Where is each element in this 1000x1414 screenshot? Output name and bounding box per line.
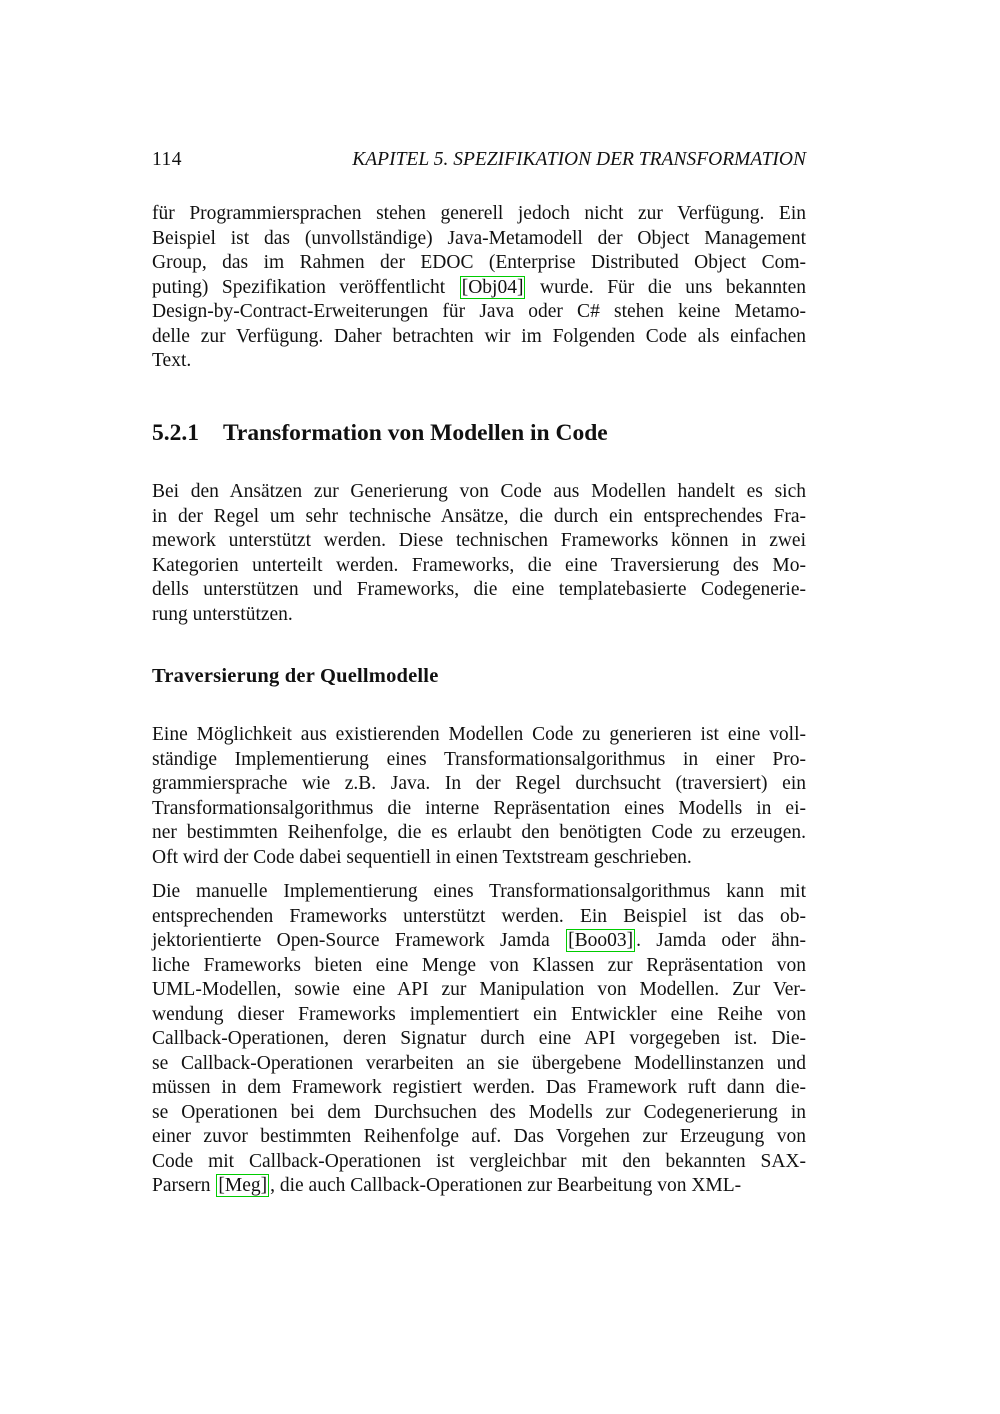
text-line: Callback-Operationen, deren Signatur durch eine API vorgegeben ist. Die-: [152, 1028, 806, 1049]
text-line: puting) Spezifikation veröffentlicht [Obj04] wurde. Für die uns bekannten: [152, 276, 806, 298]
subsection-title: Traversierung der Quellmodelle: [152, 665, 439, 687]
text-line: Bei den Ansätzen zur Generierung von Code aus Modellen handelt es sich: [152, 481, 806, 502]
text-line: Parsern [Meg] , die auch Callback-Operationen zur Bearbeitung von XML-: [152, 1175, 742, 1196]
citation-link-boo03[interactable]: [Boo03]: [568, 930, 634, 951]
text-line: Kategorien unterteilt werden. Frameworks, die eine Traversierung des Mo-: [152, 554, 806, 576]
text-line: Design-by-Contract-Erweiterungen für Java oder C# stehen keine Metamo-: [152, 301, 806, 322]
text-line: müssen in dem Framework registiert werden. Das Framework ruft dann die-: [152, 1077, 806, 1098]
text-line: Text.: [152, 350, 192, 371]
text-line: ständige Implementierung eines Transformationsalgorithmus in einer Pro-: [152, 748, 806, 770]
section-title: Transformation von Modellen in Code: [223, 420, 608, 446]
text-line: entsprechenden Frameworks unterstützt werden. Ein Beispiel ist das ob-: [152, 905, 806, 927]
text-line: dells unterstützen und Frameworks, die eine templatebasierte Codegenerie-: [152, 579, 806, 600]
chapter-running-title: KAPITEL 5. SPEZIFIKATION DER TRANSFORMATION: [352, 149, 806, 170]
text-line: se Operationen bei dem Durchsuchen des Modells zur Codegenerierung in: [152, 1101, 806, 1123]
paragraph: [152, 880, 806, 1199]
text-line: se Callback-Operationen verarbeiten an sie übergebene Modellinstanzen und: [152, 1052, 806, 1074]
text-line: ner bestimmten Reihenfolge, die es erlaubt den benötigten Code zu erzeugen.: [152, 822, 806, 843]
text-line: Group, das im Rahmen der EDOC (Enterprise Distributed Object Com-: [152, 252, 806, 273]
text-line: einer zuvor bestimmten Reihenfolge auf. Das Vorgehen zur Erzeugung von: [152, 1126, 806, 1147]
text-line: rung unterstützen.: [152, 603, 293, 625]
section-heading: [152, 419, 806, 447]
paragraph: [152, 480, 806, 627]
text-line: liche Frameworks bieten eine Menge von Klassen zur Repräsentation von: [152, 954, 806, 976]
citation-link-meg[interactable]: [Meg]: [218, 1175, 268, 1196]
running-header: [152, 148, 806, 172]
page-number: 114: [152, 149, 183, 170]
text-line: Die manuelle Implementierung eines Transformationsalgorithmus kann mit: [152, 881, 806, 902]
text-line: Transformationsalgorithmus die interne Repräsentation eines Modells in ei-: [152, 797, 806, 819]
text-line: Oft wird der Code dabei sequentiell in einen Textstream geschrieben.: [152, 846, 692, 868]
text-line: wendung dieser Frameworks implementiert ein Entwickler eine Reihe von: [152, 1003, 806, 1025]
text-line: Beispiel ist das (unvollständige) Java-Metamodell der Object Management: [152, 227, 806, 249]
text-line: grammiersprache wie z.B. Java. In der Regel durchsucht (traversiert) ein: [152, 773, 806, 794]
paragraph: [152, 202, 806, 374]
citation-link-obj04[interactable]: [Obj04]: [461, 276, 524, 298]
text-line: delle zur Verfügung. Daher betrachten wir im Folgenden Code als einfachen: [152, 325, 806, 347]
text-line: in der Regel um sehr technische Ansätze, die durch ein entsprechendes Fra-: [152, 505, 806, 527]
text-line: Eine Möglichkeit aus existierenden Modellen Code zu generieren ist eine voll-: [152, 724, 806, 745]
section-number: 5.2.1: [152, 420, 199, 446]
text-line: Code mit Callback-Operationen ist vergleichbar mit den bekannten SAX-: [152, 1150, 806, 1172]
text-line: für Programmiersprachen stehen generell jedoch nicht zur Verfügung. Ein: [152, 203, 806, 224]
paragraph: [152, 723, 806, 870]
text-line: jektorientierte Open-Source Framework Jamda [Boo03] . Jamda oder ähn-: [152, 930, 806, 951]
text-line: mework unterstützt werden. Diese technischen Frameworks können in zwei: [152, 530, 806, 551]
text-line: UML-Modellen, sowie eine API zur Manipulation von Modellen. Zur Ver-: [152, 979, 806, 1000]
